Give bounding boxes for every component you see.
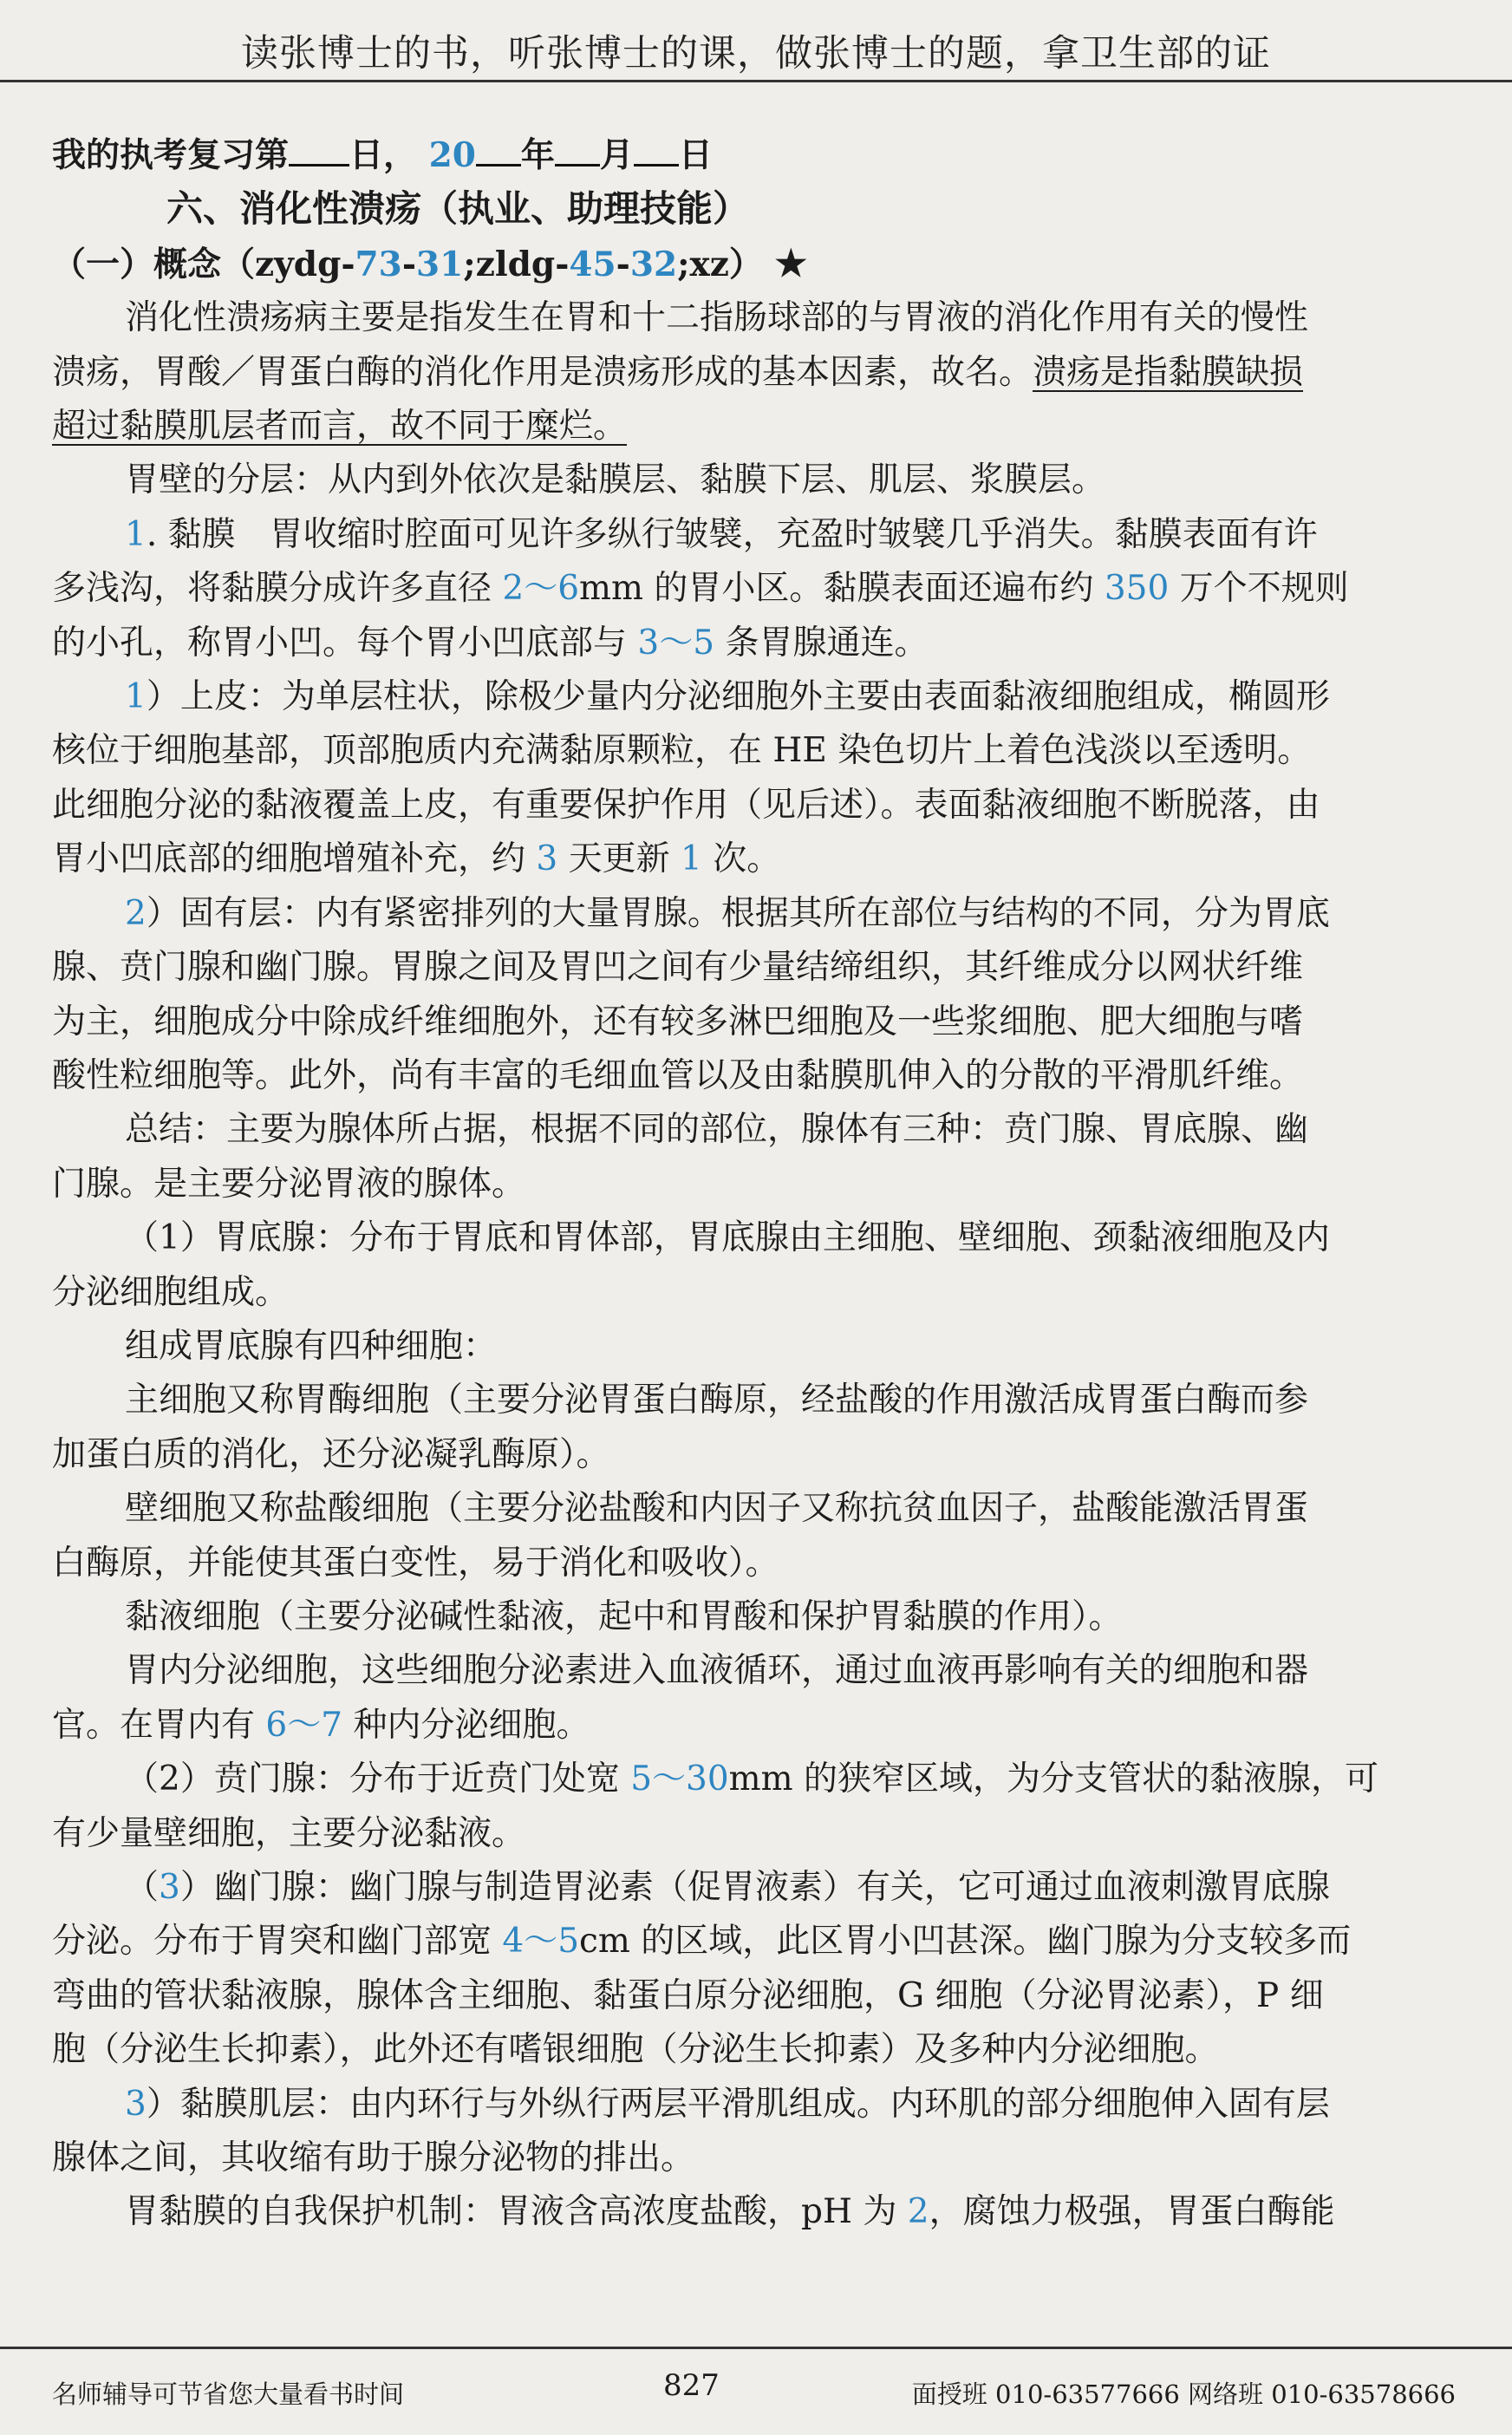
year-blank — [476, 138, 521, 166]
review-record-line: 我的执考复习第 日， 20 年 月 日 — [52, 135, 713, 175]
concept-heading: （一）概念（zydg-73-31;zldg-45-32;xz） ★ — [52, 241, 808, 284]
paragraph-line: 多浅沟，将黏膜分成许多直径 2～6mm 的胃小区。黏膜表面还遍布约 350 万个不规则 — [52, 569, 1349, 609]
date-blank — [634, 138, 679, 166]
paragraph-line: 加蛋白质的消化，还分泌凝乳酶原）。 — [52, 1434, 610, 1474]
paragraph-line: 胃小凹底部的细胞增殖补充，约 3 天更新 1 次。 — [52, 839, 781, 879]
paragraph-line: 胃黏膜的自我保护机制：胃液含高浓度盐酸，pH 为 2，腐蚀力极强，胃蛋白酶能 — [125, 2192, 1335, 2232]
paragraph-line: 为主，细胞成分中除成纤维细胞外，还有较多淋巴细胞及一些浆细胞、肥大细胞与嗜 — [52, 1002, 1304, 1041]
paragraph-line: 胃内分泌细胞，这些细胞分泌素进入血液循环，通过血液再影响有关的细胞和器 — [125, 1651, 1309, 1691]
paragraph-line: 腺、贲门腺和幽门腺。胃腺之间及胃凹之间有少量结缔组织，其纤维成分以网状纤维 — [52, 948, 1304, 988]
footer-contact: 面授班 010-63577666 网络班 010-63578666 — [911, 2380, 1456, 2409]
paragraph-line: 此细胞分泌的黏液覆盖上皮，有重要保护作用（见后述）。表面黏液细胞不断脱落，由 — [52, 785, 1320, 825]
month-blank — [555, 138, 600, 166]
paragraph-line: 门腺。是主要分泌胃液的腺体。 — [52, 1164, 526, 1204]
page-number: 827 — [663, 2368, 720, 2403]
paragraph-line: 分泌细胞组成。 — [52, 1272, 290, 1312]
paragraph-line: 黏液细胞（主要分泌碱性黏液，起中和胃酸和保护胃黏膜的作用）。 — [125, 1596, 1123, 1636]
paragraph-line: 主细胞又称胃酶细胞（主要分泌胃蛋白酶原，经盐酸的作用激活成胃蛋白酶而参 — [125, 1381, 1309, 1420]
page-content — [52, 128, 1452, 2240]
star-icon: ★ — [774, 241, 808, 284]
header-slogan: 读张博士的书，听张博士的课，做张博士的题，拿卫生部的证 — [241, 32, 1271, 75]
paragraph-line: 弯曲的管状黏液腺，腺体含主细胞、黏蛋白原分泌细胞，G 细胞（分泌胃泌素），P 细 — [52, 1975, 1324, 2015]
paragraph-line: 壁细胞又称盐酸细胞（主要分泌盐酸和内因子又称抗贫血因子，盐酸能激活胃蛋 — [125, 1489, 1309, 1529]
paragraph-line — [52, 400, 1452, 454]
paragraph-line: 白酶原，并能使其蛋白变性，易于消化和吸收）。 — [52, 1543, 779, 1583]
paragraph-line: 溃疡，胃酸／胃蛋白酶的消化作用是溃疡形成的基本因素，故名。溃疡是指黏膜缺损 — [52, 352, 1304, 392]
day-blank — [289, 138, 349, 166]
paragraph-line: 分泌。分布于胃突和幽门部宽 4～5cm 的区域，此区胃小凹甚深。幽门腺为分支较多而 — [52, 1922, 1352, 1962]
paragraph-line: 消化性溃疡病主要是指发生在胃和十二指肠球部的与胃液的消化作用有关的慢性 — [125, 298, 1309, 338]
footer-slogan: 名师辅导可节省您大量看书时间 — [52, 2380, 405, 2409]
underlined-text: 溃疡是指黏膜缺损 — [1033, 352, 1304, 392]
paragraph-line: （2）贲门腺：分布于近贲门处宽 5～30mm 的狭窄区域，为分支管状的黏液腺，可 — [125, 1759, 1379, 1799]
paragraph-line: 3）黏膜肌层：由内环行与外纵行两层平滑肌组成。内环肌的部分细胞伸入固有层 — [125, 2084, 1330, 2124]
paragraph-line: 组成胃底腺有四种细胞： — [125, 1326, 498, 1366]
paragraph-line: 胃壁的分层：从内到外依次是黏膜层、黏膜下层、肌层、浆膜层。 — [125, 460, 1106, 500]
paragraph-line: 1）上皮：为单层柱状，除极少量内分泌细胞外主要由表面黏液细胞组成，椭圆形 — [125, 677, 1330, 717]
paragraph-line: 有少量壁细胞，主要分泌黏液。 — [52, 1813, 526, 1853]
paragraph-line: （1）胃底腺：分布于胃底和胃体部，胃底腺由主细胞、壁细胞、颈黏液细胞及内 — [125, 1218, 1330, 1258]
paragraph-line: 酸性粒细胞等。此外，尚有丰富的毛细血管以及由黏膜肌伸入的分散的平滑肌纤维。 — [52, 1055, 1304, 1095]
paragraph-line: 胞（分泌生长抑素），此外还有嗜银细胞（分泌生长抑素）及多种内分泌细胞。 — [52, 2030, 1219, 2070]
paragraph-line: 的小孔，称胃小凹。每个胃小凹底部与 3～5 条胃腺通连。 — [52, 623, 929, 663]
paragraph-line: 1. 黏膜 胃收缩时腔面可见许多纵行皱襞，充盈时皱襞几乎消失。黏膜表面有许 — [125, 514, 1318, 554]
paragraph-line: 核位于细胞基部，顶部胞质内充满黏原颗粒，在 HE 染色切片上着色浅淡以至透明。 — [52, 731, 1312, 771]
underlined-text: 超过黏膜肌层者而言，故不同于糜烂。 — [52, 407, 628, 447]
page-footer — [0, 2347, 1512, 2435]
paragraph-line: 2）固有层：内有紧密排列的大量胃腺。根据其所在部位与结构的不同，分为胃底 — [125, 893, 1330, 933]
paragraph-line: 官。在胃内有 6～7 种内分泌细胞。 — [52, 1705, 590, 1745]
paragraph-line: 总结：主要为腺体所占据，根据不同的部位，腺体有三种：贲门腺、胃底腺、幽 — [125, 1110, 1309, 1150]
paragraph-line: 腺体之间，其收缩有助于腺分泌物的排出。 — [52, 2138, 695, 2178]
section-title: 六、消化性溃疡（执业、助理技能） — [166, 187, 750, 231]
page-header — [0, 0, 1512, 82]
paragraph-line: （3）幽门腺：幽门腺与制造胃泌素（促胃液素）有关，它可通过血液刺激胃底腺 — [125, 1868, 1330, 1907]
